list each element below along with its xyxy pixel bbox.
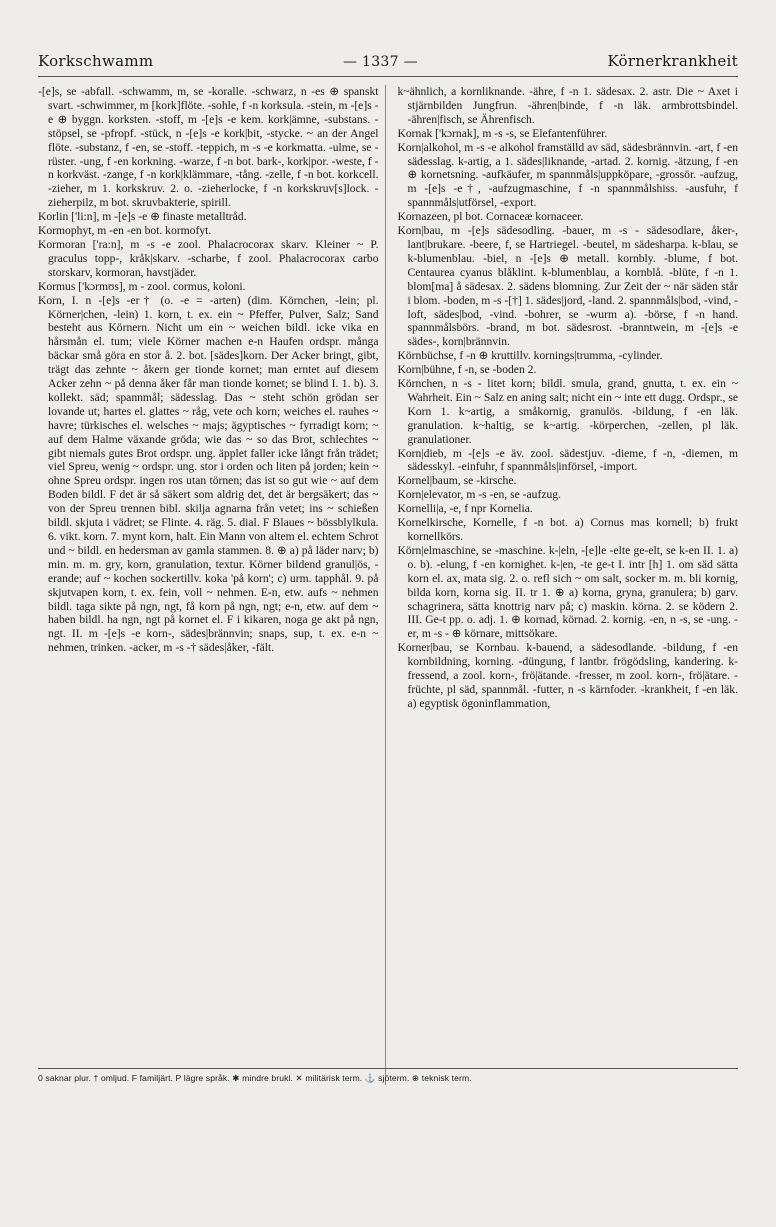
entry: Korn|bau, m -[e]s sädesodling. -bauer, m -s - sädesodlare, åker-, lant|brukare. -beere, f, se Hartriegel. -beutel, m sädesharpa. k-blau, se k-blumenblau. -biel, n -[e]s ⊕ metall. kornbly. -blume, f bot. Centaurea cyanus blåklint. k-blumenblau, a kornblå. -blüte, f -n 1. blom[ma] å sädesax. 2. sädens blomning. Zur Zeit der ~ när säden står i blom. -boden, m -s -[†] 1. sädes|jord, -land. 2. spannmåls|bod, -vind, -loft, sädes|bod, -vind. -bohrer, se -wurm a). -börse, f -n hand. spannmålsbörs. -brand, m bot. sädesrost. -branntwein, m -[e]s -e sädes-, korn|brännvin. — [397, 224, 738, 349]
entry: Körnbüchse, f -n ⊕ kruttillv. kornings|trumma, -cylinder. — [397, 349, 663, 363]
entry: Körn|elmaschine, se -maschine. k-|eln, -[e]le -elte ge-elt, se k-en II. 1. a) o. b). -elung, f -en kornighet. k-|en, -te ge-t I. intr [h] 1. om säd sätta korn el. ax, mata sig. 2. o. refl sich ~ om salt, socker m. m. bli kornig, bilda korn, korna sig. II. tr 1. ⊕ a) korna, gryna, granulera; b) garv. schagrinera, sätta knottrig narv på; c) maskin. körna. 2. se ködern 2. III. Ge-t pp. o. adj. 1. ⊕ kornad, körnad. 2. kornig. -en, n -s, se -ung. -er, m -s - ⊕ körnare, mittsökare. — [397, 543, 738, 641]
header-left-guideword: Korkschwamm — [38, 52, 154, 70]
page-header — [38, 52, 738, 77]
entry: Korn|elevator, m -s -en, se -aufzug. — [397, 488, 561, 502]
entry: Korn, I. n -[e]s -er† (o. -e = -arten) (dim. Körnchen, -lein; pl. Körner|chen, -lein) 1. korn, t. ex. ein ~ Pfeffer, Pulver, Salz; Sand besteht aus Körnern. Nicht um ein ~ weichen bildl. icke vika en hårsmån el. tum; viele Körner machen e-n Haufen ordspr. många bäckar små göra en stor å. 2. bot. [sädes]korn. Der Acker bringt, gibt, trägt das zehnte ~ åkern ger tionde kornet; man erntet auf diesem Acker zehn ~ på denna åker får man tionde kornet; se blind I. 1. b). 3. kollekt. säd; spannmål; sädesslag. Das ~ steht schön grödan ser lovande ut; hartes el. glattes ~ råg, vete och korn; weiches el. rauhes ~ havre; türkisches el. welsches ~ majs; ägyptisches ~ fyrradigt korn; ~ auf dem Halme växande gröda; wie das ~ so das Brot, schlechtes ~ gibt niemals gutes Brot ordspr. ung. äpplet faller icke långt från trädet; viel Spreu, wenig ~ ordspr. ung. stor i orden och liten på jorden; kein ~ ohne Spreu ordspr. ingen ros utan törnen; das ist so gut wie ~ auf dem Boden bildl. F det är så säkert som aldrig det, det är bergsäkert; das ~ von der Spreu trennen bibl. skilja agnarna från vetet; ins ~ schießen bildl. skjuta i vädret; se Flinte. 4. räg. 5. dial. F Blaues ~ bössblylkula. 6. vikt. korn. 7. mynt korn, halt. Ein Mann von altem el. echtem Schrot und ~ bildl. en hedersman av gamla stammen. 8. ⊕ a) på läder narv; b) min. m. m. gry, korn, granulation, textur. Körner bildend granul|ös, -erande; auf ~ kochen sockertillv. koka 'på korn'; c) urm. tapphål. 9. på skjutvapen korn, t. ex. fein, voll ~ nehmen. E-n, etw. aufs ~ nehmen bildl. taga sikte på ngn, ngt, få korn på ngn, ngt; e-n, etw. auf dem ~ haben bildl. ha ngn, ngt på kornet el. F i kikaren, noga ge akt på ngn, ngt. II. m -[e]s -e korn-, sädes|brännvin; snaps, sup, t. ex. e-n ~ nehmen, trinken. -acker, m -s -† sädes|åker, -fält. — [38, 293, 379, 655]
entry: Kormoran ['ra:n], m -s -e zool. Phalacrocorax skarv. Kleiner ~ P. graculus topp-, kråk|skarv. -scharbe, f zool. Phalacrocorax carbo storskarv, kormoran, havstjäder. — [38, 237, 379, 279]
entry: Kornak ['kɔrnak], m -s -s, se Elefantenführer. — [397, 126, 608, 140]
entry: Kormophyt, m -en -en bot. kormofyt. — [38, 224, 212, 238]
header-right-guideword: Körnerkrankheit — [607, 52, 738, 70]
left-column — [38, 85, 386, 1085]
entry: Kornazeen, pl bot. Cornaceæ kornaceer. — [397, 210, 584, 224]
entry: Kormus ['kɔrmʊs], m - zool. cormus, koloni. — [38, 279, 246, 293]
entry: k~ähnlich, a kornliknande. -ähre, f -n 1. sädesax. 2. astr. Die ~ Axet i stjärnbilden Jungfrun. -ähren|binde, f -n läk. armbrottsbindel. -ähren|fisch, se Ährenfisch. — [397, 85, 738, 126]
entry: Korn|dieb, m -[e]s -e äv. zool. sädestjuv. -dieme, f -n, -diemen, m sädesskyl. -einfuhr, f spannmåls|införsel, -import. — [397, 446, 738, 474]
abbreviation-legend: 0 saknar plur. † omljud. F familjärt. P lägre språk. ✱ mindre brukl. ✕ militärisk term. ⚓ sjöterm. ⊕ teknisk term. — [38, 1068, 738, 1084]
entry: Kornelli|a, -e, f npr Kornelia. — [397, 502, 533, 516]
columns — [38, 85, 738, 1085]
entry: Korn|bühne, f -n, se -boden 2. — [397, 363, 537, 377]
entry: -[e]s, se -abfall. -schwamm, m, se -koralle. -schwarz, n -es ⊕ spanskt svart. -schwimmer, m [kork]flöte. -sohle, f -n korksula. -stein, m -[e]s -e ⊕ byggn. korksten. -stoff, m -[e]s -e kem. kork|ämne, -substans. -stöpsel, se -pfropf. -stück, n -[e]s -e kork|bit, -stycke. ~ an der Angel flöte. -substanz, f -en, se -stoff. -teppich, m -s -e korkmatta. -ulme, se -rüster. -ung, f -en korkning. -warze, f -n bot. bark-, kork|por. -weste, f -n korkväst. -zange, f -n kork|klämmare, -tång. -zelle, f -n bot. korkcell. -zieher, m 1. korkskruv. 2. o. -zieherlocke, f -n korkskruv[s]lock. -zieherpilz, m bot. skruvbakterie, spirill. — [38, 85, 379, 210]
entry: Korner|bau, se Kornbau. k-bauend, a sädesodlande. -bildung, f -en kornbildning, korning. -düngung, f lantbr. frögödsling, kandering. k-fressend, a zool. korn-, frö|ätande. -fresser, m zool. korn-, frö|ätare. -früchte, pl säd, spannmål. -futter, n -s kärnfoder. -krankheit, f -en läk. a) egyptisk ögoninflammation, — [397, 641, 738, 710]
entry: Kornel|baum, se -kirsche. — [397, 474, 517, 488]
entry: Kornelkirsche, Kornelle, f -n bot. a) Cornus mas kornell; b) frukt kornellkörs. — [397, 516, 738, 543]
page-number: — 1337 — — [342, 54, 418, 70]
entry: Korlin ['li:n], m -[e]s -e ⊕ finaste metalltråd. — [38, 210, 247, 224]
entry: Korn|alkohol, m -s -e alkohol framställd av säd, sädesbrännvin. -art, f -en sädesslag. k-artig, a 1. sädes|liknande, -artad. 2. kornig. -ätzung, f -en ⊕ kornetsning. -aufkäufer, m spannmåls|uppköpare, -grossör. -aufzug, m -[e]s -e†, -aufzugmaschine, f -n spannmålshiss. -ausfuhr, f spannmåls|utförsel, -export. — [397, 140, 738, 210]
right-column — [398, 85, 739, 1085]
entry: Körnchen, n -s - litet korn; bildl. smula, grand, gnutta, t. ex. ein ~ Wahrheit. Ein ~ Salz en aning salt; nicht ein ~ inte ett dugg. Ordspr., se Korn 1. k~artig, a småkornig, granulös. -bildung, f -en läk. granulation. k~haltig, se k~artig. -körperchen, -zellen, pl läk. granulationer. — [397, 377, 738, 446]
